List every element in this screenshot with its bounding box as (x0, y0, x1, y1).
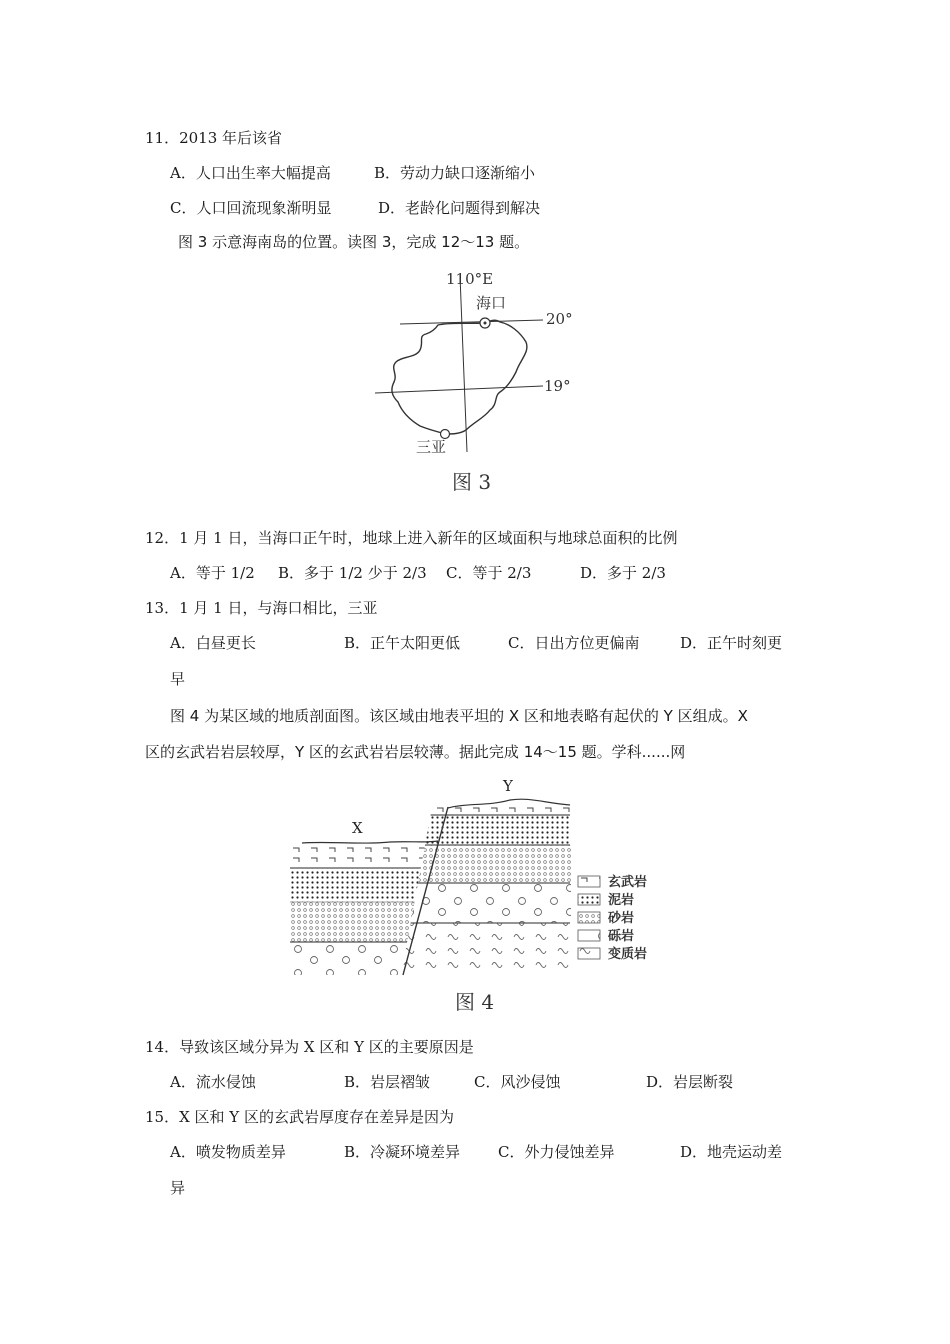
legend-basalt: 玄武岩 (608, 875, 648, 890)
figure4-intro-line2: 区的玄武岩岩层较厚，Y 区的玄武岩岩层较薄。据此完成 14～15 题。学科......网 (145, 743, 686, 761)
q13-stem: 13．1 月 1 日，与海口相比，三亚 (145, 599, 378, 617)
q11-option-b: B．劳动力缺口逐渐缩小 (374, 164, 536, 182)
city-haikou: 海口 (476, 294, 507, 312)
lat-label-19: 19° (544, 377, 571, 395)
q15-option-a: A．喷发物质差异 (170, 1143, 286, 1161)
q15-stem: 15．X 区和 Y 区的玄武岩厚度存在差异是因为 (145, 1108, 454, 1126)
zone-label-y: Y (503, 777, 513, 795)
figure4-intro-line1: 图 4 为某区域的地质剖面图。该区域由地表平坦的 X 区和地表略有起伏的 Y 区组成。X (170, 707, 748, 725)
figure4-caption: 图 4 (455, 990, 495, 1014)
q15-option-d-wrap: 异 (170, 1179, 186, 1197)
figure3-caption: 图 3 (452, 470, 492, 494)
city-sanya: 三亚 (416, 438, 447, 456)
q13-option-b: B．正午太阳更低 (344, 634, 461, 652)
q13-option-d: D．正午时刻更 (680, 634, 783, 652)
q11-option-d: D．老龄化问题得到解决 (378, 199, 541, 217)
zone-label-x: X (352, 819, 363, 837)
legend-sandstone: 砂岩 (608, 911, 635, 926)
figure3-hainan-map (360, 262, 600, 462)
q12-option-c: C．等于 2/3 (446, 564, 532, 582)
legend-metamorphic: 变质岩 (608, 947, 648, 962)
legend-conglomerate: 砾岩 (608, 929, 635, 944)
q14-option-d: D．岩层断裂 (646, 1073, 734, 1091)
q15-option-b: B．冷凝环境差异 (344, 1143, 461, 1161)
q15-option-c: C．外力侵蚀差异 (498, 1143, 615, 1161)
q12-stem: 12．1 月 1 日，当海口正午时，地球上进入新年的区域面积与地球总面积的比例 (145, 529, 678, 547)
q13-option-a: A．白昼更长 (170, 634, 256, 652)
q13-option-c: C．日出方位更偏南 (508, 634, 640, 652)
lat-label-20: 20° (546, 310, 573, 328)
q12-option-a: A．等于 1/2 (170, 564, 255, 582)
q11-option-c: C．人口回流现象渐明显 (170, 199, 332, 217)
q15-option-d: D．地壳运动差 (680, 1143, 783, 1161)
q14-stem: 14．导致该区域分异为 X 区和 Y 区的主要原因是 (145, 1038, 474, 1056)
longitude-label: 110°E (446, 270, 494, 288)
q14-option-a: A．流水侵蚀 (170, 1073, 256, 1091)
q12-option-d: D．多于 2/3 (580, 564, 666, 582)
q14-option-c: C．风沙侵蚀 (474, 1073, 561, 1091)
q11-stem: 11．2013 年后该省 (145, 129, 283, 147)
q11-option-a: A．人口出生率大幅提高 (170, 164, 331, 182)
figure4-geologic-section (290, 775, 670, 980)
q12-option-b: B．多于 1/2 少于 2/3 (278, 564, 427, 582)
figure3-intro: 图 3 示意海南岛的位置。读图 3，完成 12～13 题。 (178, 233, 530, 251)
q13-option-d-wrap: 早 (170, 670, 186, 688)
q14-option-b: B．岩层褶皱 (344, 1073, 431, 1091)
legend-mudstone: 泥岩 (608, 893, 635, 908)
